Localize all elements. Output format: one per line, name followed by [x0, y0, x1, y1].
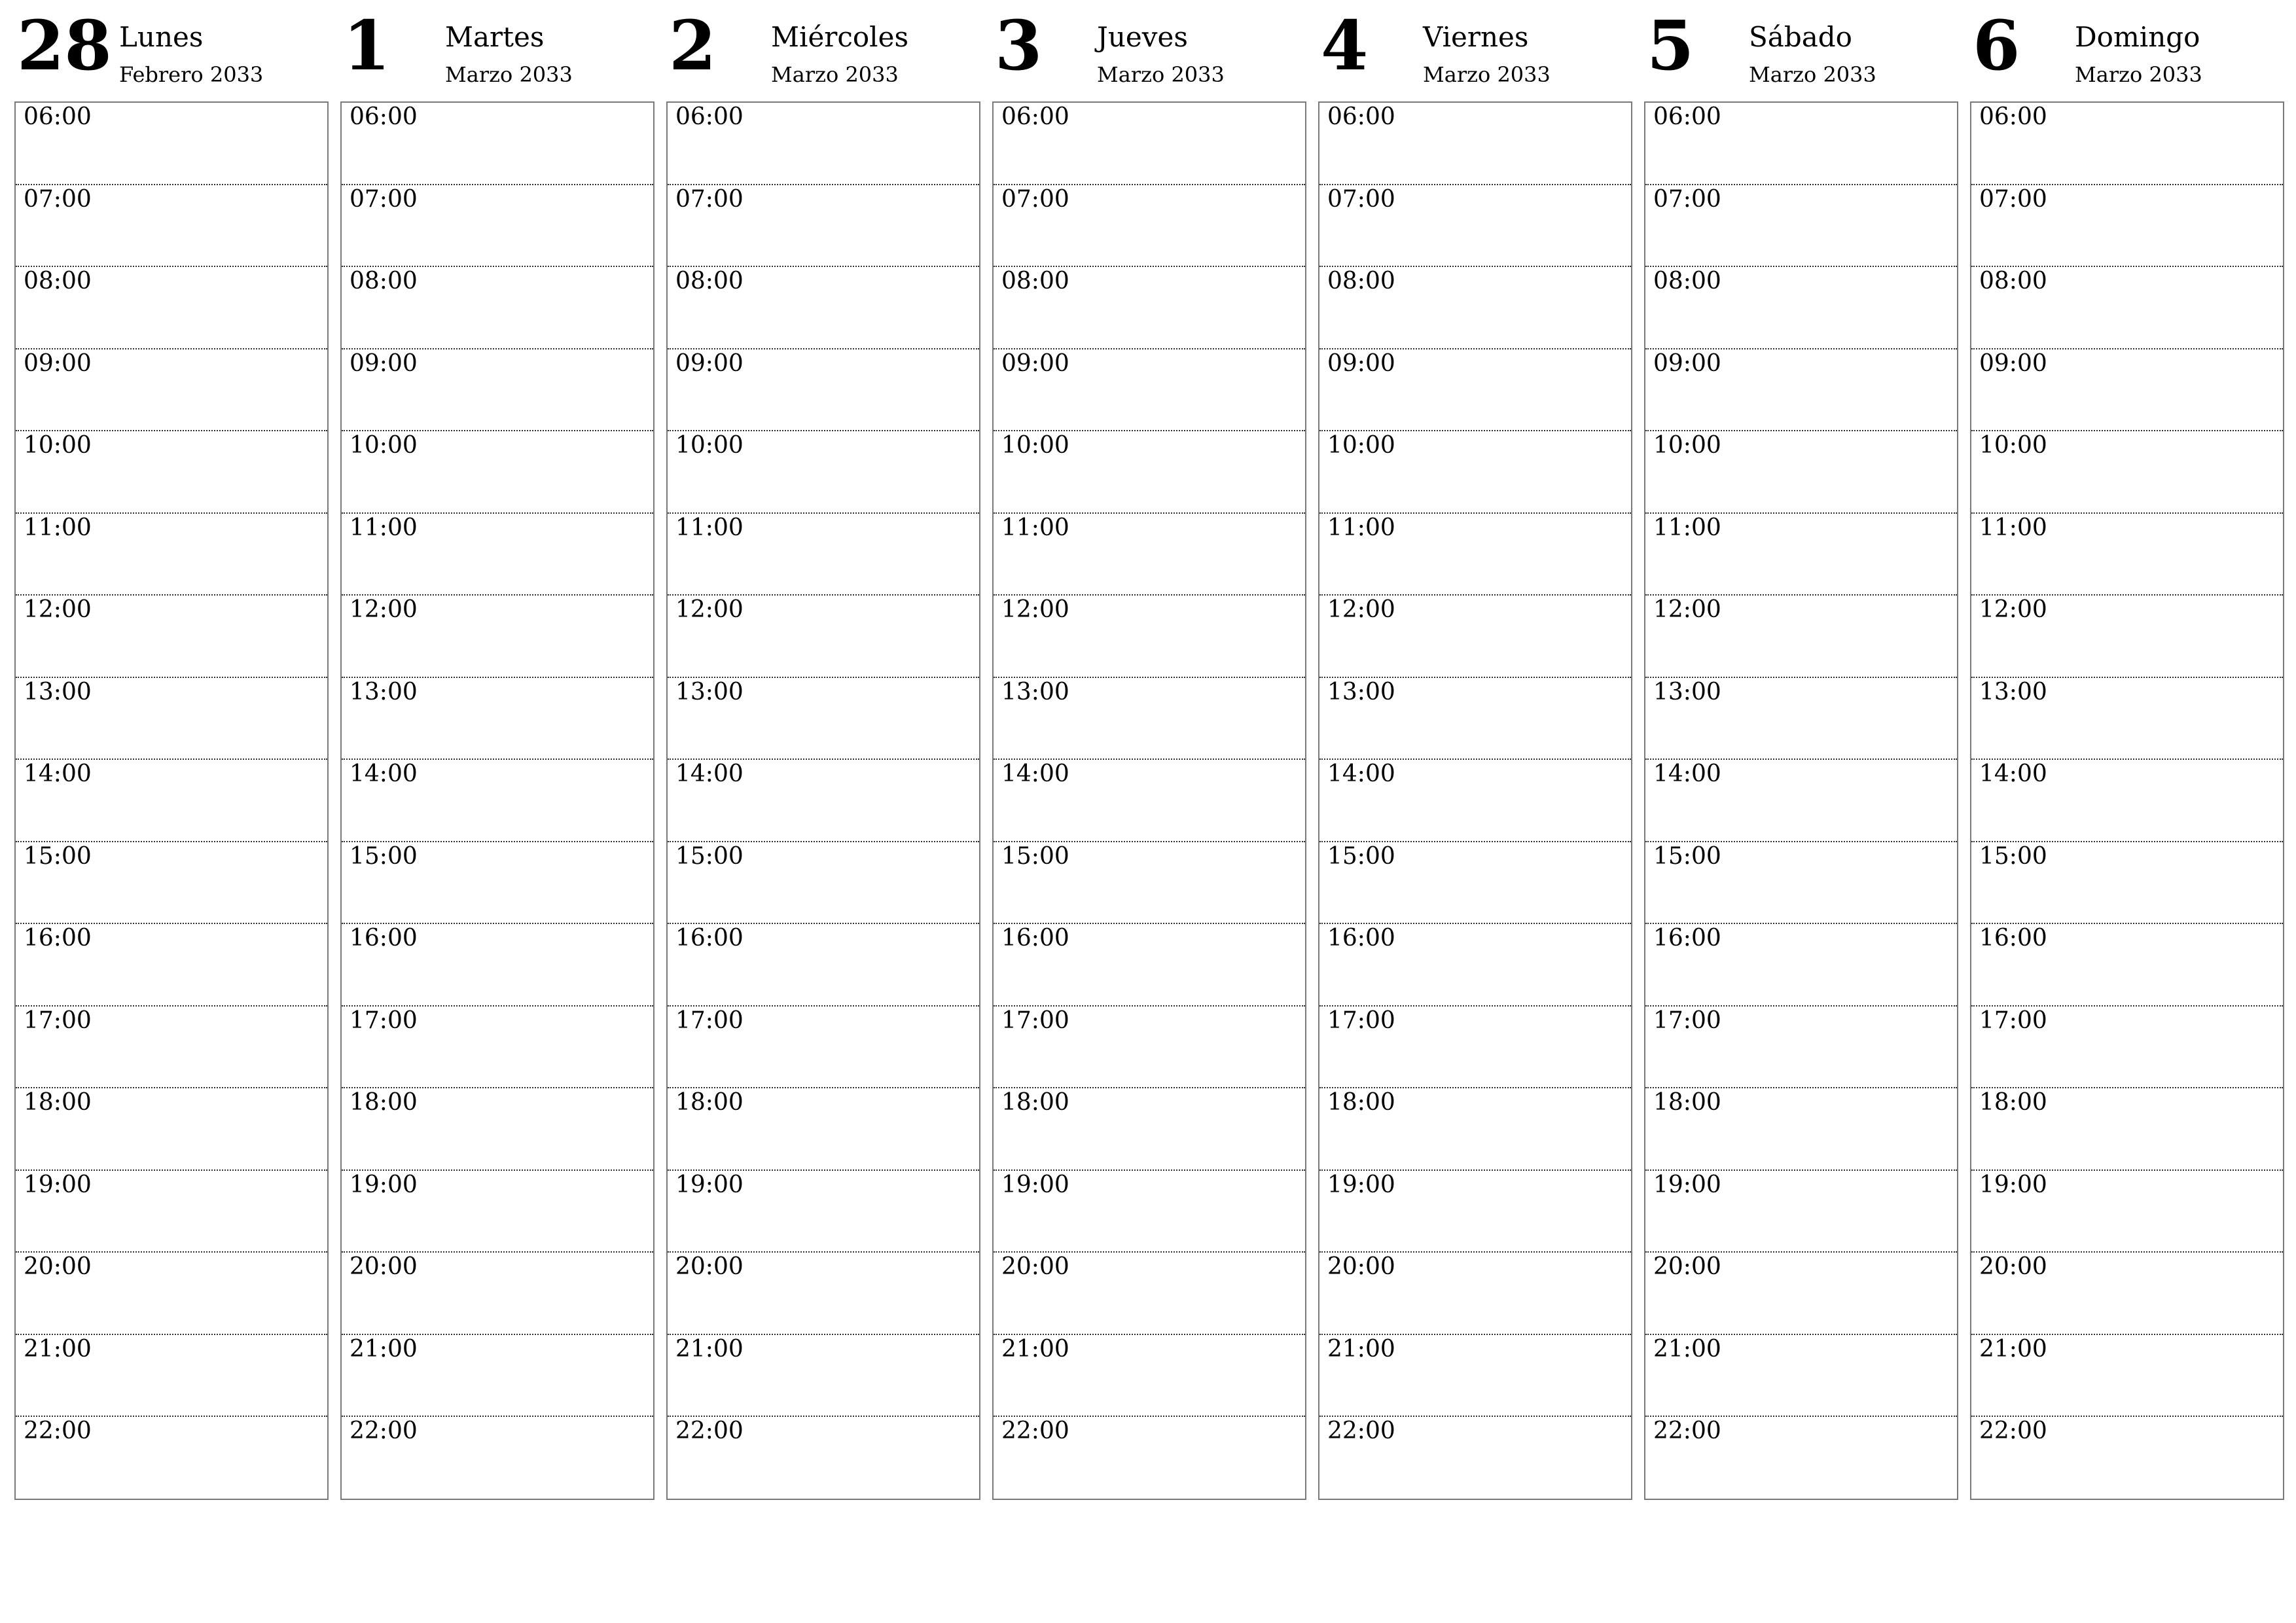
hour-slot[interactable] — [668, 842, 979, 925]
day-column — [1970, 0, 2284, 1500]
hour-label: 16:00 — [1001, 925, 1069, 952]
hour-label: 06:00 — [24, 103, 92, 130]
hour-label: 20:00 — [350, 1253, 418, 1280]
day-column — [992, 0, 1306, 1500]
hour-label: 12:00 — [1653, 596, 1721, 623]
day-month-year: Febrero 2033 — [119, 62, 264, 87]
hour-label: 18:00 — [675, 1089, 744, 1116]
hour-label: 19:00 — [1327, 1171, 1395, 1198]
day-header — [1644, 0, 1958, 101]
hour-slot[interactable] — [1971, 678, 2283, 760]
hour-slot[interactable] — [668, 1171, 979, 1253]
day-header — [666, 0, 980, 101]
hour-slot[interactable] — [16, 760, 327, 842]
hour-label: 06:00 — [1001, 103, 1069, 130]
hour-label: 16:00 — [1327, 925, 1395, 952]
day-column — [1644, 0, 1958, 1500]
hour-slot[interactable] — [668, 431, 979, 514]
hour-label: 06:00 — [1979, 103, 2047, 130]
day-month-year: Marzo 2033 — [1097, 62, 1225, 87]
hour-label: 12:00 — [350, 596, 418, 623]
hour-slot[interactable] — [668, 678, 979, 760]
hour-label: 07:00 — [1327, 185, 1395, 213]
hour-label: 14:00 — [1979, 760, 2047, 787]
hour-slot[interactable] — [1645, 431, 1957, 514]
hour-slot[interactable] — [16, 1253, 327, 1335]
hour-slot[interactable] — [1319, 760, 1631, 842]
hour-slot[interactable] — [342, 1253, 653, 1335]
hour-slot[interactable] — [342, 1088, 653, 1171]
hour-label: 19:00 — [1001, 1171, 1069, 1198]
hour-label: 17:00 — [350, 1007, 418, 1034]
hour-slot[interactable] — [1971, 185, 2283, 268]
hour-label: 11:00 — [1001, 514, 1069, 541]
hour-label: 08:00 — [675, 268, 744, 294]
hour-slot[interactable] — [342, 760, 653, 842]
hour-label: 15:00 — [1653, 842, 1721, 870]
day-number: 5 — [1647, 5, 1695, 86]
hour-label: 19:00 — [1979, 1171, 2047, 1198]
hour-slot[interactable] — [1645, 267, 1957, 349]
hour-slot[interactable] — [16, 1007, 327, 1089]
hour-label: 14:00 — [675, 760, 744, 787]
hour-slot[interactable] — [994, 431, 1305, 514]
hour-label: 12:00 — [1327, 596, 1395, 623]
day-column — [1318, 0, 1632, 1500]
hour-slot[interactable] — [342, 103, 653, 185]
hour-slot[interactable] — [1645, 1417, 1957, 1499]
hour-slot[interactable] — [994, 1088, 1305, 1171]
day-name: Domingo — [2075, 21, 2200, 53]
hour-label: 09:00 — [1979, 349, 2047, 377]
day-name: Sábado — [1749, 21, 1852, 53]
hour-slot[interactable] — [994, 924, 1305, 1007]
hour-label: 15:00 — [350, 842, 418, 870]
hour-slot[interactable] — [1645, 514, 1957, 596]
hour-slot[interactable] — [994, 349, 1305, 432]
hour-label: 19:00 — [675, 1171, 744, 1198]
hour-slot[interactable] — [1645, 1088, 1957, 1171]
hour-label: 14:00 — [1327, 760, 1395, 787]
hour-label: 17:00 — [1653, 1007, 1721, 1034]
hour-label: 21:00 — [675, 1335, 744, 1363]
hour-label: 06:00 — [1653, 103, 1721, 130]
hour-slot[interactable] — [1645, 924, 1957, 1007]
hour-label: 12:00 — [1979, 596, 2047, 623]
day-number: 6 — [1973, 5, 2020, 86]
hour-label: 18:00 — [1327, 1089, 1395, 1116]
hour-slot[interactable] — [1645, 103, 1957, 185]
day-number: 4 — [1321, 5, 1369, 86]
hour-slot[interactable] — [1971, 596, 2283, 678]
hour-label: 13:00 — [1653, 678, 1721, 705]
hour-slot[interactable] — [16, 842, 327, 925]
hour-slot[interactable] — [1971, 1417, 2283, 1499]
hour-label: 07:00 — [1001, 185, 1069, 213]
hour-slot[interactable] — [1645, 185, 1957, 268]
hour-slot[interactable] — [1971, 1007, 2283, 1089]
hour-slot[interactable] — [16, 1335, 327, 1418]
hour-slot[interactable] — [668, 1007, 979, 1089]
hour-slot[interactable] — [994, 1007, 1305, 1089]
hour-slot[interactable] — [668, 1417, 979, 1499]
hour-label: 16:00 — [675, 925, 744, 952]
hour-slot[interactable] — [1971, 349, 2283, 432]
hour-slot[interactable] — [668, 349, 979, 432]
hour-slot[interactable] — [994, 842, 1305, 925]
hour-label: 09:00 — [1001, 349, 1069, 377]
hour-slot[interactable] — [342, 349, 653, 432]
hour-slot[interactable] — [1971, 103, 2283, 185]
hour-slot[interactable] — [668, 514, 979, 596]
hour-slot[interactable] — [1971, 267, 2283, 349]
day-month-year: Marzo 2033 — [771, 62, 899, 87]
hour-slot[interactable] — [994, 103, 1305, 185]
hour-label: 10:00 — [350, 432, 418, 459]
day-header — [14, 0, 329, 101]
hour-slot[interactable] — [1319, 349, 1631, 432]
day-schedule-box — [14, 101, 329, 1500]
hour-slot[interactable] — [994, 185, 1305, 268]
day-schedule-box — [1644, 101, 1958, 1500]
hour-label: 11:00 — [1653, 514, 1721, 541]
hour-label: 10:00 — [675, 432, 744, 459]
day-month-year: Marzo 2033 — [2075, 62, 2202, 87]
hour-slot[interactable] — [1971, 924, 2283, 1007]
hour-label: 20:00 — [1979, 1253, 2047, 1280]
hour-label: 11:00 — [675, 514, 744, 541]
hour-label: 21:00 — [1979, 1335, 2047, 1363]
hour-label: 20:00 — [675, 1253, 744, 1280]
day-name: Viernes — [1423, 21, 1529, 53]
hour-label: 22:00 — [1001, 1418, 1069, 1444]
hour-slot[interactable] — [1319, 431, 1631, 514]
hour-label: 11:00 — [350, 514, 418, 541]
hour-slot[interactable] — [16, 514, 327, 596]
hour-label: 22:00 — [1327, 1418, 1395, 1444]
hour-slot[interactable] — [1319, 596, 1631, 678]
day-number: 3 — [995, 5, 1043, 86]
hour-label: 19:00 — [350, 1171, 418, 1198]
hour-label: 09:00 — [1653, 349, 1721, 377]
hour-label: 12:00 — [675, 596, 744, 623]
hour-label: 09:00 — [1327, 349, 1395, 377]
hour-slot[interactable] — [1645, 1007, 1957, 1089]
day-schedule-box — [992, 101, 1306, 1500]
hour-slot[interactable] — [16, 1417, 327, 1499]
hour-label: 14:00 — [1653, 760, 1721, 787]
day-number: 28 — [17, 5, 112, 86]
hour-slot[interactable] — [994, 678, 1305, 760]
hour-label: 18:00 — [24, 1089, 92, 1116]
hour-slot[interactable] — [16, 431, 327, 514]
hour-label: 12:00 — [24, 596, 92, 623]
hour-slot[interactable] — [1319, 1335, 1631, 1418]
hour-slot[interactable] — [668, 1088, 979, 1171]
hour-label: 21:00 — [1001, 1335, 1069, 1363]
hour-slot[interactable] — [16, 1171, 327, 1253]
hour-slot[interactable] — [1319, 924, 1631, 1007]
hour-label: 22:00 — [350, 1418, 418, 1444]
hour-label: 22:00 — [24, 1418, 92, 1444]
hour-label: 08:00 — [1653, 268, 1721, 294]
hour-label: 14:00 — [24, 760, 92, 787]
hour-label: 06:00 — [675, 103, 744, 130]
hour-slot[interactable] — [342, 267, 653, 349]
hour-label: 21:00 — [1327, 1335, 1395, 1363]
hour-label: 08:00 — [24, 268, 92, 294]
day-name: Jueves — [1097, 21, 1188, 53]
hour-slot[interactable] — [1645, 1335, 1957, 1418]
day-schedule-box — [1970, 101, 2284, 1500]
hour-slot[interactable] — [342, 842, 653, 925]
hour-slot[interactable] — [1971, 1335, 2283, 1418]
hour-label: 16:00 — [1979, 925, 2047, 952]
hour-label: 07:00 — [350, 185, 418, 213]
day-header — [1970, 0, 2284, 101]
hour-slot[interactable] — [16, 103, 327, 185]
hour-slot[interactable] — [342, 924, 653, 1007]
hour-slot[interactable] — [1319, 678, 1631, 760]
hour-label: 17:00 — [1979, 1007, 2047, 1034]
hour-label: 19:00 — [24, 1171, 92, 1198]
hour-slot[interactable] — [1319, 1253, 1631, 1335]
hour-label: 13:00 — [24, 678, 92, 705]
hour-label: 11:00 — [1327, 514, 1395, 541]
hour-label: 18:00 — [1653, 1089, 1721, 1116]
hour-label: 20:00 — [1327, 1253, 1395, 1280]
hour-label: 20:00 — [1653, 1253, 1721, 1280]
hour-slot[interactable] — [1319, 103, 1631, 185]
hour-label: 18:00 — [350, 1089, 418, 1116]
hour-label: 21:00 — [24, 1335, 92, 1363]
hour-slot[interactable] — [668, 1253, 979, 1335]
day-month-year: Marzo 2033 — [1423, 62, 1551, 87]
day-schedule-box — [666, 101, 980, 1500]
hour-label: 13:00 — [350, 678, 418, 705]
hour-slot[interactable] — [668, 1335, 979, 1418]
day-schedule-box — [1318, 101, 1632, 1500]
hour-slot[interactable] — [16, 924, 327, 1007]
hour-label: 07:00 — [1653, 185, 1721, 213]
hour-label: 19:00 — [1653, 1171, 1721, 1198]
hour-slot[interactable] — [16, 1088, 327, 1171]
hour-label: 10:00 — [24, 432, 92, 459]
hour-label: 15:00 — [24, 842, 92, 870]
hour-label: 22:00 — [1653, 1418, 1721, 1444]
hour-label: 10:00 — [1979, 432, 2047, 459]
hour-slot[interactable] — [994, 514, 1305, 596]
hour-slot[interactable] — [16, 267, 327, 349]
hour-slot[interactable] — [16, 185, 327, 268]
day-header — [1318, 0, 1632, 101]
hour-label: 11:00 — [1979, 514, 2047, 541]
hour-slot[interactable] — [1971, 514, 2283, 596]
day-column — [340, 0, 655, 1500]
hour-label: 16:00 — [24, 925, 92, 952]
hour-label: 15:00 — [1327, 842, 1395, 870]
hour-label: 09:00 — [675, 349, 744, 377]
day-schedule-box — [340, 101, 655, 1500]
hour-slot[interactable] — [668, 760, 979, 842]
hour-slot[interactable] — [1971, 1171, 2283, 1253]
hour-label: 06:00 — [350, 103, 418, 130]
hour-label: 12:00 — [1001, 596, 1069, 623]
hour-slot[interactable] — [1319, 1007, 1631, 1089]
hour-slot[interactable] — [668, 596, 979, 678]
hour-slot[interactable] — [342, 514, 653, 596]
day-number: 2 — [669, 5, 717, 86]
hour-slot[interactable] — [668, 924, 979, 1007]
hour-label: 09:00 — [350, 349, 418, 377]
hour-label: 10:00 — [1653, 432, 1721, 459]
hour-slot[interactable] — [1645, 842, 1957, 925]
hour-slot[interactable] — [1971, 1088, 2283, 1171]
hour-label: 17:00 — [675, 1007, 744, 1034]
hour-slot[interactable] — [668, 185, 979, 268]
hour-label: 20:00 — [1001, 1253, 1069, 1280]
hour-slot[interactable] — [342, 1335, 653, 1418]
hour-slot[interactable] — [1645, 349, 1957, 432]
hour-slot[interactable] — [1645, 760, 1957, 842]
hour-label: 18:00 — [1979, 1089, 2047, 1116]
hour-slot[interactable] — [994, 267, 1305, 349]
hour-slot[interactable] — [1319, 1088, 1631, 1171]
day-name: Miércoles — [771, 21, 909, 53]
hour-label: 17:00 — [1327, 1007, 1395, 1034]
hour-slot[interactable] — [994, 1417, 1305, 1499]
hour-label: 13:00 — [1327, 678, 1395, 705]
hour-label: 07:00 — [675, 185, 744, 213]
hour-label: 14:00 — [1001, 760, 1069, 787]
hour-label: 10:00 — [1327, 432, 1395, 459]
hour-slot[interactable] — [342, 431, 653, 514]
hour-label: 08:00 — [350, 268, 418, 294]
hour-label: 18:00 — [1001, 1089, 1069, 1116]
hour-label: 08:00 — [1979, 268, 2047, 294]
hour-label: 07:00 — [1979, 185, 2047, 213]
hour-label: 22:00 — [675, 1418, 744, 1444]
hour-label: 06:00 — [1327, 103, 1395, 130]
hour-label: 22:00 — [1979, 1418, 2047, 1444]
hour-slot[interactable] — [342, 1007, 653, 1089]
hour-slot[interactable] — [1319, 267, 1631, 349]
day-name: Lunes — [119, 21, 204, 53]
hour-slot[interactable] — [994, 596, 1305, 678]
hour-label: 17:00 — [24, 1007, 92, 1034]
day-column — [14, 0, 329, 1500]
hour-slot[interactable] — [1971, 1253, 2283, 1335]
hour-slot[interactable] — [668, 267, 979, 349]
hour-slot[interactable] — [342, 185, 653, 268]
hour-slot[interactable] — [1971, 842, 2283, 925]
hour-slot[interactable] — [1645, 1253, 1957, 1335]
hour-label: 08:00 — [1327, 268, 1395, 294]
hour-slot[interactable] — [16, 349, 327, 432]
hour-slot[interactable] — [668, 103, 979, 185]
day-header — [992, 0, 1306, 101]
hour-slot[interactable] — [1971, 760, 2283, 842]
hour-slot[interactable] — [342, 596, 653, 678]
hour-label: 13:00 — [675, 678, 744, 705]
hour-label: 13:00 — [1001, 678, 1069, 705]
hour-label: 14:00 — [350, 760, 418, 787]
hour-label: 21:00 — [1653, 1335, 1721, 1363]
hour-slot[interactable] — [16, 678, 327, 760]
day-number: 1 — [343, 5, 391, 86]
hour-slot[interactable] — [1319, 1171, 1631, 1253]
hour-slot[interactable] — [1971, 431, 2283, 514]
hour-label: 08:00 — [1001, 268, 1069, 294]
hour-label: 15:00 — [1001, 842, 1069, 870]
hour-label: 16:00 — [350, 925, 418, 952]
hour-slot[interactable] — [1319, 514, 1631, 596]
day-month-year: Marzo 2033 — [445, 62, 573, 87]
day-column — [666, 0, 980, 1500]
hour-label: 09:00 — [24, 349, 92, 377]
hour-slot[interactable] — [1645, 596, 1957, 678]
hour-label: 15:00 — [1979, 842, 2047, 870]
day-header — [340, 0, 655, 101]
hour-slot[interactable] — [342, 1171, 653, 1253]
hour-slot[interactable] — [342, 678, 653, 760]
hour-label: 20:00 — [24, 1253, 92, 1280]
hour-slot[interactable] — [994, 1171, 1305, 1253]
hour-label: 13:00 — [1979, 678, 2047, 705]
day-name: Martes — [445, 21, 545, 53]
hour-slot[interactable] — [1319, 185, 1631, 268]
hour-label: 11:00 — [24, 514, 92, 541]
hour-label: 15:00 — [675, 842, 744, 870]
hour-slot[interactable] — [1645, 678, 1957, 760]
hour-slot[interactable] — [1319, 1417, 1631, 1499]
hour-slot[interactable] — [994, 760, 1305, 842]
day-month-year: Marzo 2033 — [1749, 62, 1876, 87]
hour-label: 16:00 — [1653, 925, 1721, 952]
hour-label: 07:00 — [24, 185, 92, 213]
hour-slot[interactable] — [1645, 1171, 1957, 1253]
hour-slot[interactable] — [342, 1417, 653, 1499]
hour-slot[interactable] — [16, 596, 327, 678]
hour-label: 17:00 — [1001, 1007, 1069, 1034]
hour-label: 21:00 — [350, 1335, 418, 1363]
hour-slot[interactable] — [994, 1253, 1305, 1335]
hour-slot[interactable] — [994, 1335, 1305, 1418]
hour-slot[interactable] — [1319, 842, 1631, 925]
hour-label: 10:00 — [1001, 432, 1069, 459]
